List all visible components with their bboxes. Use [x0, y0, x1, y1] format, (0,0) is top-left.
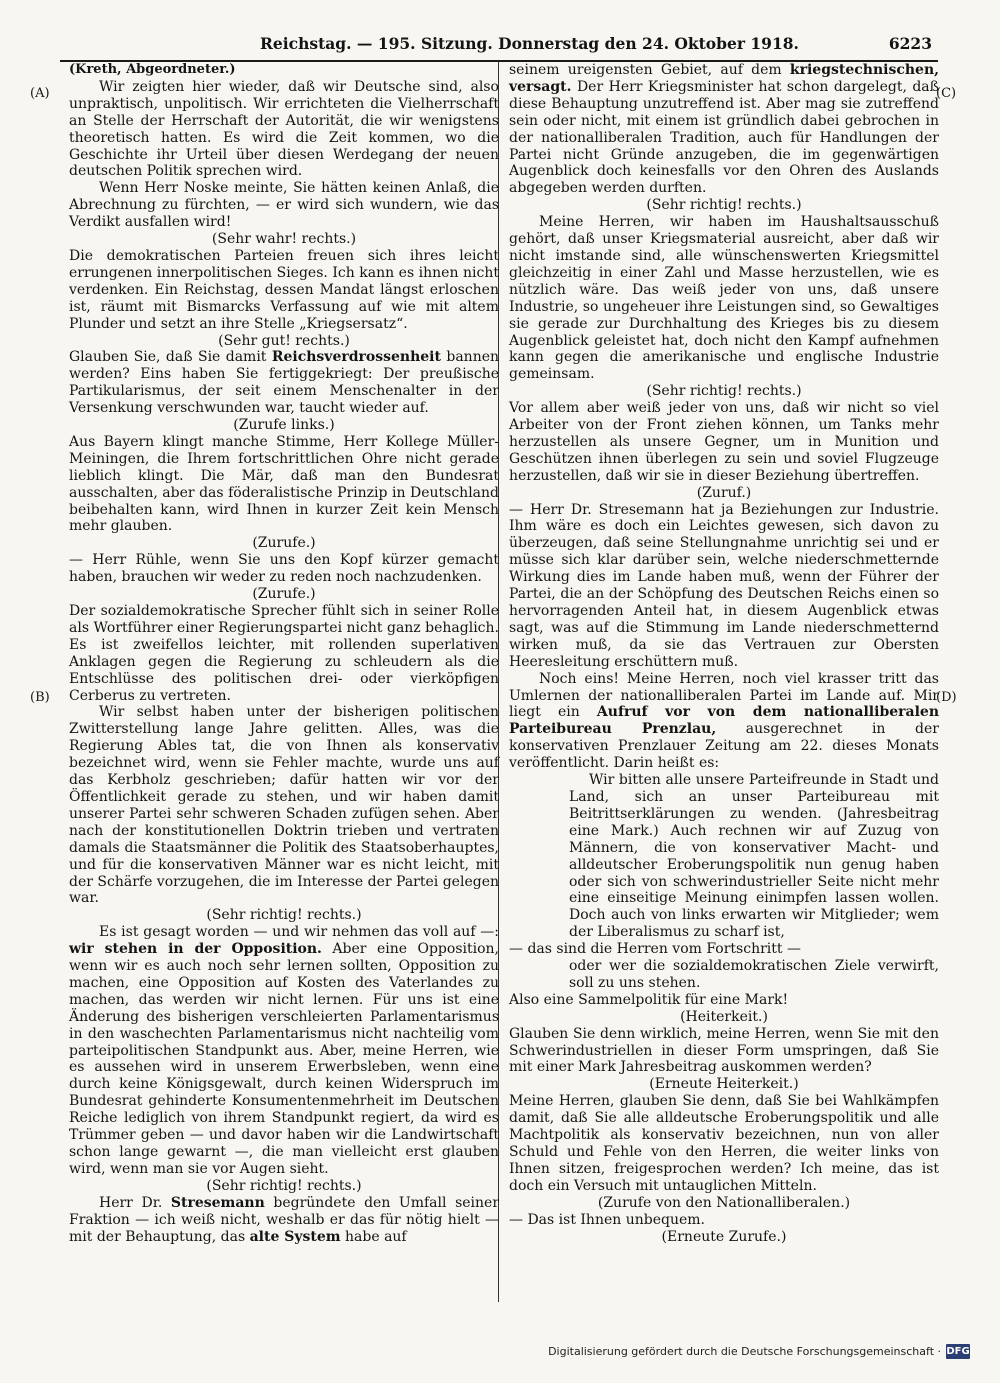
- paragraph: Wir selbst haben unter der bisherigen politischen Zwitterstellung lange Jahre gelitten. Alles, was die Regierung Ables tat, die von Ihnen als konservativ bezeichnet wird, wenn sie Fehler machte, wurde uns auf das Kerbholz geschrieben; dafür hatten wir vor der Öffentlichkeit gerade zu stehen, und wir haben damit unserer Partei sehr schweren Schaden zufügen sehen. Aber nach der konstitutionellen Doktrin trieben und vertraten damals die Staatsmänner die Politik des Staatsoberhauptes, und für die konservativen Männer war es nicht leicht, mit der Schärfe vorzugehen, die im Interesse der Partei gelegen war.: [69, 704, 499, 907]
- text-run: Glauben Sie, daß Sie damit: [69, 349, 272, 366]
- paragraph: Aus Bayern klingt manche Stimme, Herr Kollege Müller-Meiningen, die Ihrem fortschrittlichen Ohre nicht gerade lieblich klingt. Die Mär, daß man den Bundesrat ausschalten, aber das föderalistische Prinzip in Deutschland beibehalten kann, wird Ihnen in kurzer Zeit kein Mensch mehr glauben.: [69, 433, 499, 535]
- paragraph: Meine Herren, wir haben im Haushaltsausschuß gehört, daß unser Kriegsmaterial ausreicht, aber daß wir nicht imstande sind, alle wünschenswerten Kriegsmittel gleichzeitig in einer Zahl und Masse herzustellen, wie es nützlich wäre. Das weiß jeder von uns, daß unsere Industrie, so ungeheuer ihre Leistungen sind, so Gewaltiges sie gerade zur Durchhaltung des Krieges bis zu diesem Augenblick geleistet hat, doch nicht den Kampf aufnehmen kann gegen die amerikanische und englische Industrie gemeinsam.: [509, 214, 939, 383]
- paragraph: [509, 62, 939, 197]
- text-run: Noch eins! Meine Herren, noch viel krasser tritt das Umlernen der nationalliberalen Partei im Lande auf. Mir liegt ein: [509, 670, 939, 721]
- paragraph: Die demokratischen Parteien freuen sich ihres leicht errungenen innerpolitischen Sieges. Ich kann es ihnen nicht verdenken. Ein Reichstag, dessen Mandat längst erloschen ist, räumt mit Bismarcks Verfassung auf wie mit altem Plunder und setzt an ihre Stelle „Kriegsersatz“.: [69, 247, 499, 332]
- paragraph: Der sozialdemokratische Sprecher fühlt sich in seiner Rolle als Wortführer einer Regierungspartei nicht ganz behaglich. Es ist zweifellos leichter, mit rollenden superlativen Anklagen gegen die Regierung zu schleudern als die Entschlüsse des politischen drei- oder vierköpfigen Cerberus zu vertreten.: [69, 603, 499, 704]
- interjection: (Sehr richtig! rechts.): [646, 383, 802, 400]
- emphasis-text: Stresemann: [170, 1194, 265, 1211]
- left-column: [69, 62, 499, 1245]
- interjection: — das sind die Herren vom Fortschritt —: [509, 941, 801, 958]
- paragraph: — Das ist Ihnen unbequem.: [509, 1211, 705, 1228]
- paragraph: Glauben Sie denn wirklich, meine Herren, wenn Sie mit den Schwerindustriellen in dieser Form umspringen, daß Sie mit einer Mark Jahresbeitrag auskommen werden?: [509, 1025, 939, 1076]
- text-run: Der Herr Kriegsminister hat schon dargelegt, daß diese Behauptung unzutreffend ist. Aber mag sie zutreffend sein oder nicht, mit einem ist gründlich dabei gebrochen in der nationalliberalen Tradition, auch für Handlungen der Partei nicht Gründe anzugeben, die im gegenwärtigen Augenblick doch keinesfalls vor den Ohren des Auslands abgegeben werden durften.: [509, 78, 939, 197]
- footer-credit: [548, 1340, 970, 1362]
- paragraph: Wir zeigten hier wieder, daß wir Deutsche sind, also unpraktisch, unpolitisch. Wir errichteten die Vielherrschaft an Stelle der Herrschaft der Autorität, die wir wenigstens theoretisch hatten. Es wird die Zeit kommen, wo die Geschichte ihr Urteil über diesen Werdegang der neuen deutschen Politik sprechen wird.: [69, 78, 499, 180]
- interjection: (Zurufe.): [252, 535, 316, 552]
- interjection: (Zurufe.): [252, 586, 316, 603]
- interjection: (Sehr richtig! rechts.): [646, 197, 802, 214]
- paragraph: [69, 924, 499, 1178]
- interjection: (Zuruf.): [696, 484, 752, 501]
- emphasis-text: wir stehen in der Opposition.: [69, 941, 322, 958]
- interjection: (Heiterkeit.): [680, 1008, 768, 1025]
- margin-marker-c: (C): [936, 86, 957, 101]
- paragraph: — Herr Dr. Stresemann hat ja Beziehungen zur Industrie. Ihm wäre es doch ein Leichtes gewesen, sich davon zu überzeugen, daß seine Stellungnahme unrichtig sei und er müsse sich klar darüber sein, welche niederschmetternde Wirkung dies im Lande haben muß, wenn der Führer der Partei, die an der Schöpfung des Deutschen Reichs einen so hervorragenden Anteil hat, in diesem Augenblick etwas sagt, was auf die Stimmung im Lande niederschmetternd wirken muß, da sie das Vertrauen zur Obersten Heeresleitung erschüttern muß.: [509, 501, 939, 670]
- interjection: (Sehr gut! rechts.): [218, 332, 350, 349]
- interjection: (Zurufe links.): [233, 417, 335, 434]
- interjection: (Sehr wahr! rechts.): [211, 231, 357, 248]
- paragraph: [509, 671, 939, 772]
- page-number: 6223: [888, 34, 932, 53]
- paragraph: Also eine Sammelpolitik für eine Mark!: [509, 991, 789, 1008]
- emphasis-text: alte System: [249, 1228, 341, 1245]
- emphasis-text: kriegstechnischen, versagt.: [509, 62, 939, 95]
- page-header: [60, 34, 940, 58]
- text-run: ausgerechnet in der konservativen Prenzlauer Zeitung am 22. dieses Monats veröffentlicht. Darin heißt es:: [509, 721, 939, 772]
- emphasis-text: Reichsverdrossenheit: [271, 349, 441, 366]
- emphasis-text: Aufruf vor von dem nationalliberalen Parteibureau Prenzlau,: [509, 704, 939, 738]
- text-run: seinem ureigensten Gebiet, auf dem: [509, 62, 790, 78]
- block-quote: oder wer die sozialdemokratischen Ziele verwirft, soll zu uns stehen.: [569, 958, 939, 991]
- paragraph: — Herr Rühle, wenn Sie uns den Kopf kürzer gemacht haben, brauchen wir weder zu reden noch nachzudenken.: [69, 552, 499, 586]
- text-run: habe auf: [340, 1228, 407, 1245]
- paragraph: Vor allem aber weiß jeder von uns, daß wir nicht so viel Arbeiter von der Front ziehen können, um Tanks mehr herzustellen als unsere Gegner, um in Munition und Geschützen ihnen überlegen zu sein und soviel Flugzeuge herzustellen, daß wir sie in dieser Beziehung übertreffen.: [509, 400, 939, 484]
- interjection: (Erneute Zurufe.): [661, 1228, 787, 1245]
- interjection: (Sehr richtig! rechts.): [206, 907, 362, 924]
- paragraph: Meine Herren, glauben Sie denn, daß Sie bei Wahlkämpfen damit, daß Sie alle alldeutsche Eroberungspolitik und alle Machtpolitik als konservativ bezeichnen, nun von aller Schuld und Fehle von den Herren, die weiter links von Ihnen sitzen, freigesprochen werden? Ich meine, das ist doch ein Versuch mit untauglichen Mitteln.: [509, 1093, 939, 1194]
- margin-marker-a: (A): [30, 86, 50, 101]
- block-quote: Wir bitten alle unsere Parteifreunde in Stadt und Land, sich an unser Parteibureau mit Beitrittserklärungen zu wenden. (Jahresbeitrag eine Mark.) Auch rechnen wir auf Zuzug von Männern, die von konservativer Macht- und alldeutscher Eroberungspolitik nun genug haben oder sich von schwerindustrieller Seite nicht mehr eine einseitige Meinung einimpfen lassen wollen. Doch auch von links erwarten wir Mitglieder; wem der Liberalismus zu scharf ist,: [569, 772, 939, 941]
- text-run: Herr Dr.: [99, 1194, 171, 1211]
- margin-marker-d: (D): [936, 690, 957, 705]
- text-run: Es ist gesagt worden — und wir nehmen das voll auf —:: [99, 924, 499, 941]
- interjection: (Sehr richtig! rechts.): [206, 1177, 362, 1194]
- paragraph: Wenn Herr Noske meinte, Sie hätten keinen Anlaß, die Abrechnung zu fürchten, — er wird sich wundern, wie das Verdikt ausfallen wird!: [69, 180, 499, 231]
- interjection: (Erneute Heiterkeit.): [649, 1076, 799, 1093]
- paragraph: [69, 1195, 499, 1246]
- footer-text: Digitalisierung gefördert durch die Deutsche Forschungsgemeinschaft ·: [548, 1344, 941, 1358]
- text-run: begründete den Umfall seiner Fraktion — ich weiß nicht, weshalb er das für nötig hielt — mit der Behauptung, das: [69, 1194, 500, 1245]
- paragraph: [69, 349, 499, 417]
- interjection: (Zurufe von den Nationalliberalen.): [597, 1194, 851, 1211]
- margin-marker-b: (B): [30, 690, 50, 705]
- speaker-label: (Kreth, Abgeordneter.): [69, 62, 236, 77]
- text-run: Aber eine Opposition, wenn wir es auch noch sehr lernen sollten, Opposition zu machen, eine Opposition auf Kosten des Vaterlandes zu machen, das werden wir nicht lernen. Für uns ist eine Änderung des bisherigen verschleierten Parlamentarismus in den waschechten Parlamentarismus nicht nachteilig vom parteipolitischen Standpunkt aus. Aber, meine Herren, wie es aussehen wird in unserem Erwerbsleben, wenn eine durch keine Königsgewalt, durch keinen Widerspruch im Bundesrat gehinderte Konsumentenmehrheit im Deutschen Reiche lediglich von ihrem Standpunkt regiert, da wird es Trümmer geben — und davor haben wir die Landwirtschaft schon lange gewarnt —, die man vielleicht erst glauben wird, wenn man sie vor Augen sieht.: [69, 941, 499, 1177]
- right-column: [509, 62, 939, 1245]
- header-title: Reichstag. — 195. Sitzung. Donnerstag den 24. Oktober 1918.: [260, 34, 799, 53]
- text-run: bannen werden? Eins haben Sie fertiggekriegt: Der preußische Partikularismus, der seit einem Menschenalter in der Versenkung verschwunden war, taucht wieder auf.: [69, 349, 500, 417]
- dfg-logo-icon: DFG: [946, 1345, 970, 1357]
